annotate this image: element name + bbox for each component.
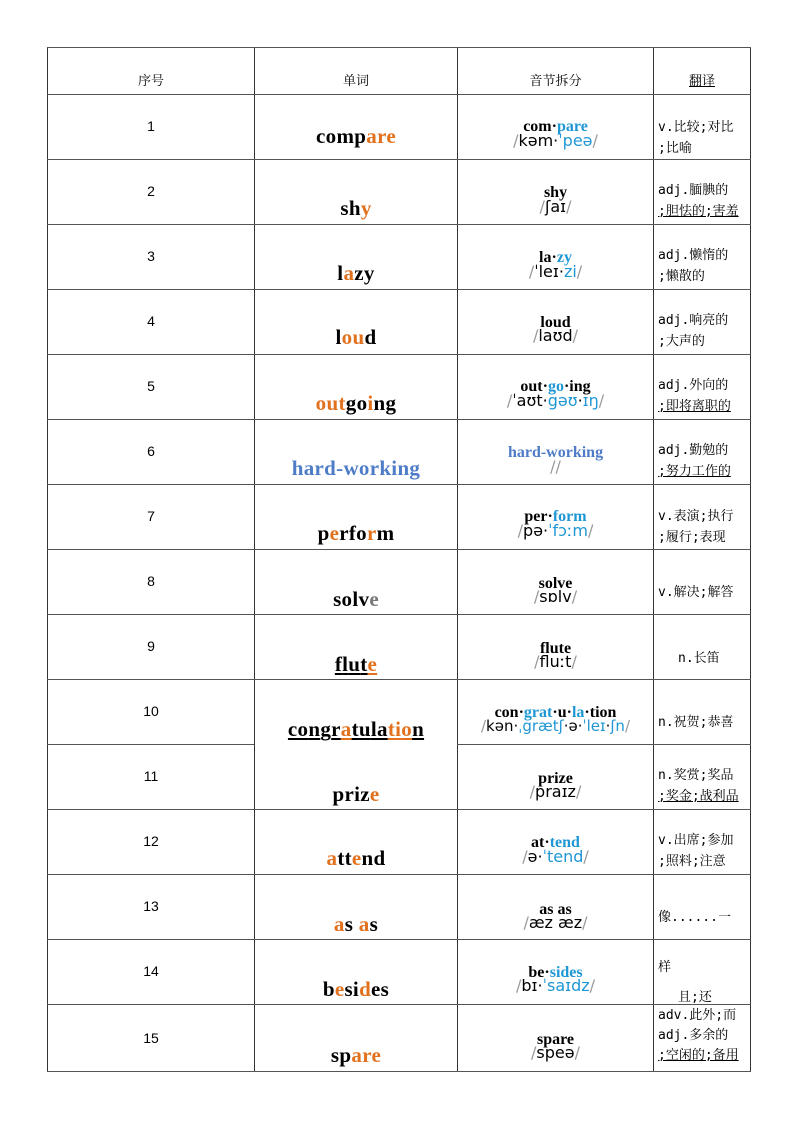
grid-line [47,679,751,680]
translation: n.长笛 [678,651,720,666]
letter: f [348,521,357,545]
row-index: 13 [143,898,159,914]
grid-line [47,874,751,875]
ipa-syllable: kən [486,717,514,735]
ipa-syllable: ˈaʊt [512,391,543,410]
letter: p [317,521,330,545]
letter: a [340,717,352,741]
letter: d [373,846,386,870]
ipa: /ˈleɪ·zi/ [528,262,583,281]
letter: u [358,717,371,741]
letter: e [371,977,381,1001]
row-index: 6 [147,443,155,459]
letter: a [366,124,378,148]
syllables: prize [538,770,573,787]
ipa-syllable: ˌgrætʃ [518,717,564,735]
letter: d [364,325,377,349]
letter: m [376,521,395,545]
letter: a [326,846,338,870]
ipa-syllable: ˈleɪ [534,262,559,281]
letter: t [360,652,368,676]
letter: r [366,521,377,545]
row-index: 8 [147,573,155,589]
letter: n [308,717,321,741]
letter: z [354,261,364,285]
letter: r [362,1043,372,1067]
grid-line [47,224,751,225]
letter: o [315,391,327,415]
header-index: 序号 [137,74,164,89]
letter: e [334,977,345,1001]
letter: p [332,782,345,806]
grid-line [47,549,751,550]
ipa: /kən·ˌgrætʃ·ə·ˈleɪ·ʃn/ [480,717,630,735]
word-perform [255,521,457,546]
syllable: out [520,378,543,395]
row-index: 3 [147,248,155,264]
syllable: zy [556,249,572,266]
word-lazy [255,261,457,286]
syllables: at·tend [531,834,580,851]
letter: o [297,717,309,741]
ipa-syllable: bɪ [521,976,538,995]
word-attend [255,846,457,871]
letter: v [358,587,370,611]
letter: o [356,521,367,545]
grid-line [653,47,654,1072]
header-syllables: 音节拆分 [529,74,582,89]
translation: adv.此外;而 adj.多余的 ;空闲的;备用 [658,1008,739,1063]
letter: t [337,846,345,870]
letter: r [344,782,355,806]
word-congratulation [255,717,457,742]
syllable: u [557,704,567,721]
letter: z [360,782,370,806]
ipa-syllable: ˈpeə [558,131,593,150]
letter: c [287,717,298,741]
row-index: 9 [147,638,155,654]
letter: l [342,652,349,676]
translation: adj.外向的 ;即将离职的 [658,378,731,414]
syllable: sides [549,964,583,981]
row-index: 5 [147,378,155,394]
letter: e [371,1043,382,1067]
row-index: 12 [143,833,159,849]
ipa-syllable: zi [563,262,577,281]
syllable: ing [569,378,591,395]
grid-line [47,1004,751,1005]
syllable: pare [556,118,588,135]
row-index: 7 [147,508,155,524]
header-translation: 翻译 [688,74,715,89]
syllables: be·sides [528,964,583,981]
letter: g [385,391,397,415]
letter: s [380,977,390,1001]
letter: t [351,717,359,741]
grid-line [47,94,751,95]
translation: 像......一 [658,910,731,925]
letter: b [322,977,335,1001]
letter: l [352,587,359,611]
letter: i [352,977,360,1001]
syllable: la [539,249,552,266]
grid-line [47,419,751,420]
translation: adj.响亮的 ;大声的 [658,313,729,349]
ipa: /sɒlv/ [533,587,578,606]
translation: adj.懒惰的 ;懒散的 [658,248,729,284]
ipa-syllable: ˈfɔːm [548,521,588,540]
letter: i [395,717,402,741]
letter: e [369,587,379,611]
translation: adj.腼腆的 ;胆怯的;害羞 [658,183,739,219]
letter: n [412,717,425,741]
translation: n.祝贺;恭喜 [658,715,734,730]
ipa-syllable: ˈtend [542,847,584,866]
translation: 样 且;还 [658,960,712,1005]
syllable: go [547,378,564,395]
letter: i [354,782,361,806]
letter: f [334,652,343,676]
letter: m [336,124,355,148]
syllables: per·form [524,508,587,525]
letter: p [354,124,367,148]
ipa: /ə·ˈtend/ [522,847,589,866]
translation: v.解决;解答 [658,585,734,600]
syllable: la [571,704,585,721]
ipa: /ˈaʊt·gəʊ·ɪŋ/ [506,391,605,410]
letter: u [348,652,361,676]
syllables: spare [536,1031,575,1048]
letter: r [339,521,349,545]
letter: s [369,912,379,936]
letter: i [367,391,374,415]
word-flute [255,652,457,677]
letter: u [326,391,339,415]
letter: l [370,717,378,741]
letter: e [367,652,378,676]
ipa: /bɪ·ˈsaɪdz/ [515,976,596,995]
row-index: 4 [147,313,155,329]
grid-line [47,1071,751,1072]
grid-line [47,744,254,745]
letter: y [360,196,372,220]
syllable: at [531,834,545,851]
ipa-syllable: ˈsaɪdz [542,976,590,995]
syllables: solve [538,575,573,592]
grid-line [47,47,751,48]
ipa: /kəm·ˈpeə/ [513,131,598,150]
ipa: /laʊd/ [532,326,579,345]
grid-line [47,484,751,485]
letter: s [333,587,342,611]
letter: e [369,782,380,806]
letter: g [345,391,357,415]
syllable: grat [523,704,553,721]
ipa: // [550,457,561,476]
row-index: 14 [143,963,159,979]
translation: v.出席;参加 ;照料;注意 [658,833,734,869]
letter: l [335,325,342,349]
word-shy [255,196,457,221]
letter: a [358,912,370,936]
grid-line [47,939,751,940]
row-index: 2 [147,183,155,199]
grid-line [47,809,751,810]
grid-line [47,614,751,615]
grid-line [457,744,751,745]
letter: p [339,1043,352,1067]
letter: y [363,261,375,285]
letter: o [341,325,353,349]
letter: n [373,391,386,415]
letter: o [356,391,368,415]
letter: s [340,196,349,220]
ipa: /praɪz/ [529,782,582,801]
syllables: as as [539,901,572,918]
letter: o [401,717,413,741]
letter: c [316,124,326,148]
letter: t [338,391,346,415]
ipa-syllable: ʃn [610,717,625,735]
letter: s [330,1043,340,1067]
translation: n.奖赏;奖品 ;奖金;战利品 [658,768,739,804]
grid-line [47,289,751,290]
ipa: /ʃaɪ/ [539,197,572,216]
syllable: per [524,508,548,525]
letter: o [325,124,337,148]
translation: v.比较;对比 ;比喻 [658,120,734,156]
letter: o [341,587,353,611]
row-index: 15 [143,1030,159,1046]
letter: t [344,846,352,870]
letter: r [331,717,341,741]
letter: a [343,261,355,285]
letter: a [333,912,345,936]
syllable: tion [589,704,617,721]
word-prize [255,782,457,807]
ipa-syllable: ə [568,717,578,735]
letter: g [320,717,332,741]
ipa-syllable: ɪŋ [582,391,599,410]
letter: e [351,846,362,870]
syllable: com [523,118,552,135]
word-solve [255,587,457,612]
ipa: /speə/ [531,1043,580,1062]
letter: t [387,717,396,741]
word-hard-working: hard-working [291,456,421,480]
word-outgoing [255,391,457,416]
syllables: hard-working [507,444,604,461]
word-compare [255,124,457,149]
ipa-syllable: kəm [518,131,554,150]
ipa: /pə·ˈfɔːm/ [517,521,594,540]
ipa-syllable: ˈleɪ [582,717,606,735]
ipa-syllable: ə [527,847,538,866]
ipa: /fluːt/ [534,652,577,671]
syllables: loud [540,314,571,331]
syllables: shy [543,184,568,201]
letter: r [377,124,387,148]
row-index: 10 [143,703,159,719]
word-spare [255,1043,457,1068]
syllable: form [552,508,587,525]
letter: h [348,196,361,220]
letter: s [344,912,354,936]
syllables: con·grat·u·la·tion [494,704,617,721]
word-as-as [255,912,457,937]
ipa: /æz æz/ [523,913,588,932]
letter: u [352,325,365,349]
grid-line [47,47,48,1072]
header-word: 单词 [342,74,369,89]
letter: n [361,846,374,870]
syllable: tend [549,834,580,851]
syllables: la·zy [539,249,572,266]
row-index: 1 [147,118,155,134]
syllable: be [528,964,545,981]
letter: a [351,1043,363,1067]
letter: l [337,261,344,285]
syllable: con [494,704,519,721]
ipa-syllable: gəʊ [547,391,578,410]
letter: e [329,521,340,545]
syllables: out·go·ing [520,378,591,395]
word-loud [255,325,457,350]
grid-line [47,354,751,355]
letter: e [386,124,396,148]
letter: s [344,977,353,1001]
syllables: flute [539,640,572,657]
syllables: com·pare [523,118,588,135]
word-besides [255,977,457,1002]
letter: a [377,717,388,741]
row-index: 11 [143,768,159,784]
translation: adj.勤勉的 ;努力工作的 [658,443,731,479]
translation: v.表演;执行 ;履行;表现 [658,509,734,545]
grid-line [47,159,751,160]
letter: d [359,977,372,1001]
ipa-syllable: pə [523,521,544,540]
